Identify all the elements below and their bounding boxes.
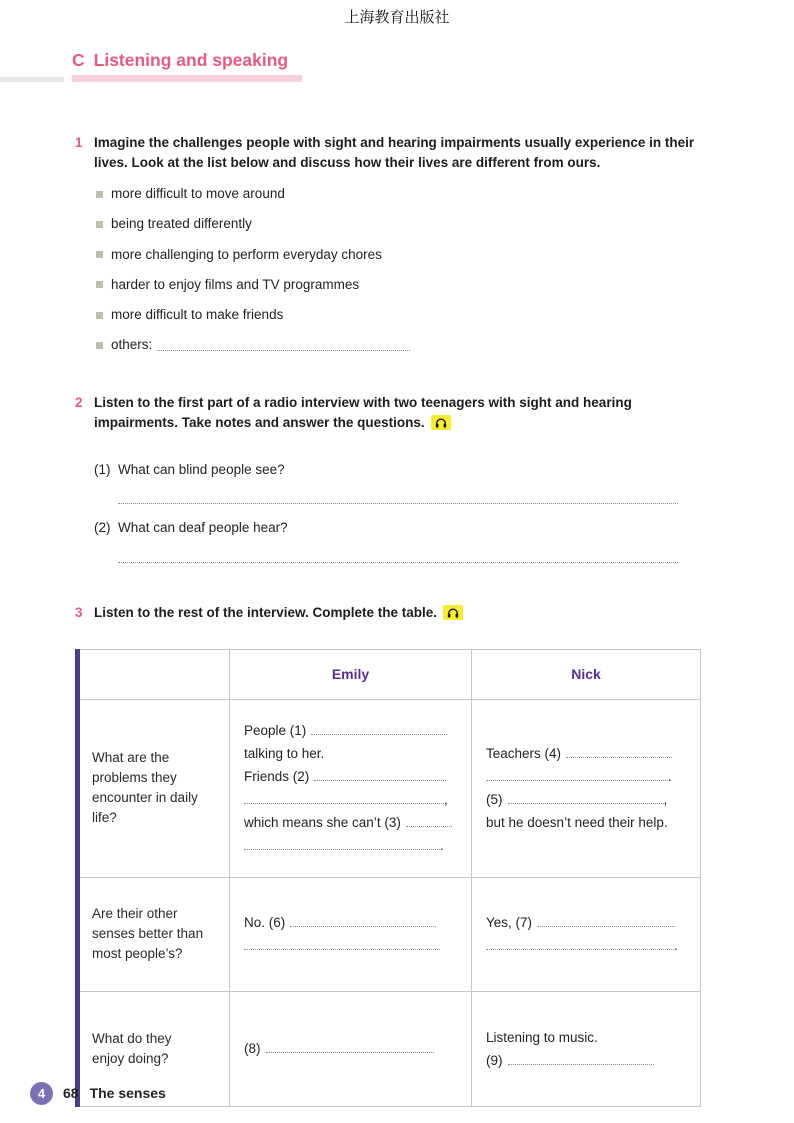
section-letter: C	[72, 49, 85, 70]
exercise-2-prompt	[94, 393, 708, 434]
cell-text: ,	[444, 792, 448, 808]
exercise-3	[75, 603, 715, 623]
table-row-enjoy	[78, 991, 701, 1106]
exercise-2	[75, 393, 715, 563]
answer-line-1[interactable]	[118, 503, 678, 504]
blank-7[interactable]	[537, 916, 675, 927]
interview-table	[75, 649, 701, 1107]
question-1-label: (1)	[94, 462, 111, 477]
cell-emily-enjoy	[230, 991, 472, 1106]
answer-line-2[interactable]	[118, 562, 678, 563]
cell-text: but he doesn’t need their help.	[486, 815, 668, 831]
blank-4-continuation[interactable]	[486, 770, 668, 781]
others-answer-blank[interactable]	[157, 340, 410, 351]
section-heading	[72, 49, 794, 83]
cell-nick-problems	[472, 699, 701, 877]
blank-9[interactable]	[508, 1054, 654, 1065]
column-header-nick: Nick	[472, 649, 701, 699]
cell-text: which means she can’t (3)	[244, 815, 401, 831]
blank-6[interactable]	[290, 916, 436, 927]
headphones-icon	[443, 605, 463, 620]
exercise-1-prompt: Imagine the challenges people with sight and hearing impairments usually experience in their lives. Look at the list below and discuss how their lives are different from ours.	[94, 134, 695, 170]
discussion-list	[94, 184, 708, 356]
cell-text: .	[674, 938, 678, 954]
table-header-row	[78, 649, 701, 699]
column-header-emily: Emily	[230, 649, 472, 699]
question-1	[94, 460, 708, 480]
cell-text: (9)	[486, 1052, 503, 1068]
square-bullet-icon	[96, 221, 103, 228]
blank-2[interactable]	[314, 770, 446, 781]
question-2-label: (2)	[94, 520, 111, 536]
blank-8[interactable]	[266, 1042, 434, 1053]
publisher-name: 上海教育出版社	[344, 8, 450, 26]
exercise-3-prompt-text: Listen to the rest of the interview. Complete the table.	[94, 604, 438, 620]
unit-badge: 4	[30, 1082, 53, 1105]
blank-5[interactable]	[508, 793, 664, 804]
cell-text: (8)	[244, 1041, 261, 1057]
square-bullet-icon	[96, 251, 103, 258]
table-row-senses	[78, 877, 701, 991]
blank-3[interactable]	[406, 816, 452, 827]
list-item-label: more difficult to make friends	[111, 307, 284, 322]
exercise-2-number: 2	[75, 394, 83, 410]
cell-emily-problems	[230, 699, 472, 877]
chapter-title: The senses	[89, 1085, 166, 1101]
list-item	[96, 184, 708, 204]
list-item-label: being treated differently	[111, 216, 252, 232]
square-bullet-icon	[96, 281, 103, 288]
cell-nick-enjoy	[472, 991, 701, 1106]
blank-4[interactable]	[566, 747, 672, 758]
square-bullet-icon	[96, 312, 103, 319]
row-question-problems: What are the problems they encounter in daily life?	[78, 699, 230, 877]
row-question-senses: Are their other senses better than most people’s?	[78, 877, 230, 991]
exercise-3-prompt	[94, 603, 708, 623]
cell-text: Yes, (7)	[486, 915, 533, 931]
question-1-text: What can blind people see?	[118, 462, 285, 477]
blank-2-continuation[interactable]	[244, 793, 444, 804]
list-item	[96, 335, 708, 355]
exercise-2-prompt-text: Listen to the first part of a radio interview with two teenagers with sight and hearing impairments. Take notes and answer the questions.	[94, 394, 632, 430]
list-item	[96, 275, 708, 295]
cell-text: Listening to music.	[486, 1029, 598, 1045]
page-footer	[30, 1082, 166, 1105]
cell-text: ,	[663, 792, 668, 808]
list-item-label: others:	[111, 337, 153, 353]
list-item	[96, 245, 708, 265]
blank-6-continuation[interactable]	[244, 939, 440, 950]
square-bullet-icon	[96, 342, 103, 349]
square-bullet-icon	[96, 191, 103, 198]
exercise-3-number: 3	[75, 604, 83, 620]
blank-3-continuation[interactable]	[244, 839, 440, 850]
exercise-1-number: 1	[75, 134, 83, 150]
list-item-label: more difficult to move around	[111, 186, 285, 201]
row-question-enjoy: What do they enjoy doing?	[78, 991, 230, 1106]
cell-text: Teachers (4)	[486, 746, 562, 762]
cell-text: Friends (2)	[244, 769, 310, 785]
page-number: 68	[63, 1085, 79, 1101]
cell-text: .	[440, 838, 444, 854]
exercise-1	[75, 133, 715, 366]
list-item-label: harder to enjoy films and TV programmes	[111, 276, 360, 292]
list-item-label: more challenging to perform everyday chores	[111, 246, 382, 262]
question-2	[94, 518, 708, 538]
blank-7-continuation[interactable]	[486, 939, 674, 950]
blank-1[interactable]	[311, 724, 447, 735]
section-title: Listening and speaking	[93, 49, 289, 70]
cell-text: talking to her.	[244, 746, 325, 762]
list-item	[96, 305, 708, 325]
cell-text: (5)	[486, 792, 503, 808]
cell-text: No. (6)	[244, 915, 286, 931]
question-2-text: What can deaf people hear?	[118, 520, 288, 536]
cell-text: .	[668, 769, 672, 785]
section-title-block	[72, 49, 302, 83]
table-row-problems	[78, 699, 701, 877]
headphones-icon	[431, 415, 451, 430]
cell-emily-senses	[230, 877, 472, 991]
header-empty-cell	[78, 649, 230, 699]
left-margin-rule	[0, 77, 64, 82]
list-item	[96, 214, 708, 234]
cell-nick-senses	[472, 877, 701, 991]
cell-text: People (1)	[244, 723, 307, 739]
